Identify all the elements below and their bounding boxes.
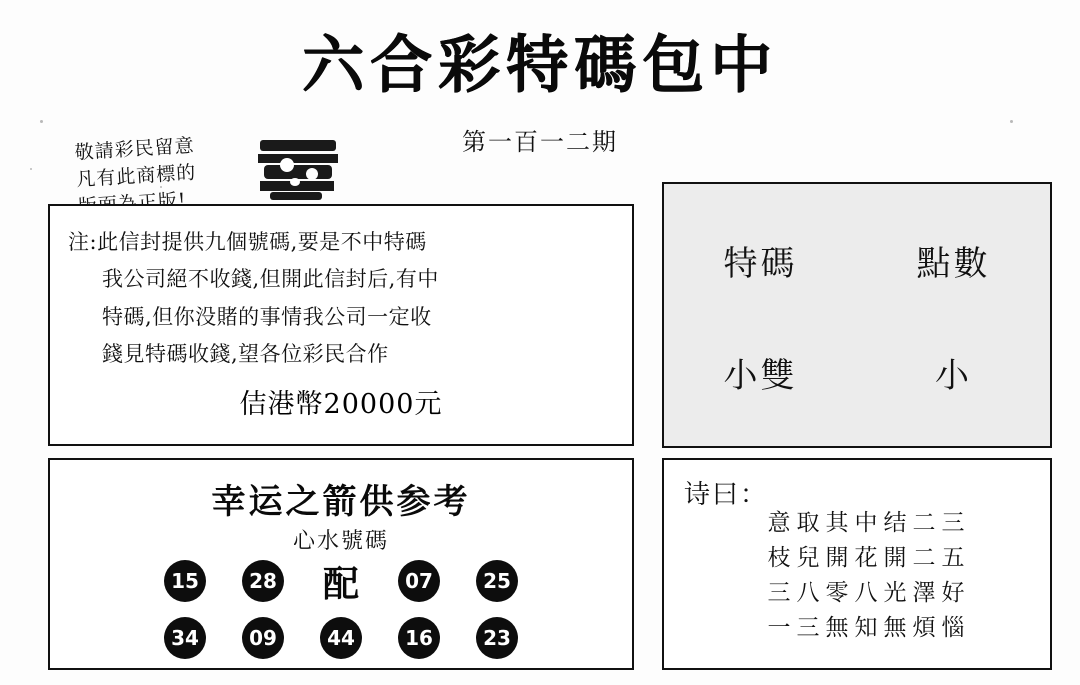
poem-line: 枝兒開花開二五 xyxy=(767,544,971,571)
lucky-numbers-title: 幸运之箭供参考 xyxy=(211,482,471,522)
result-value-special-code: 小雙 xyxy=(723,356,798,396)
lucky-number-row-2 xyxy=(50,617,632,659)
lucky-numbers-box xyxy=(48,458,634,670)
lucky-numbers-subtitle: 心水號碼 xyxy=(292,529,389,554)
notice-line-2: 我公司絕不收錢,但開此信封后,有中 xyxy=(102,267,439,292)
lucky-ball: 09 xyxy=(242,617,284,659)
lucky-number-row-1 xyxy=(50,560,632,605)
handwritten-note-line-2: 凡有此商標的 xyxy=(75,161,197,191)
result-header-special-code: 特碼 xyxy=(723,244,798,284)
notice-amount: 佶港幣20000元 xyxy=(239,389,443,420)
lucky-ball: 16 xyxy=(398,617,440,659)
lucky-ball: 44 xyxy=(320,617,362,659)
scan-speck xyxy=(30,168,32,170)
notice-box xyxy=(48,204,634,446)
lucky-ball: 28 xyxy=(242,560,284,602)
issue-number: 第一百一二期 xyxy=(462,128,618,156)
result-value-points: 小 xyxy=(935,356,972,396)
notice-line-3: 特碼,但你没賭的事情我公司一定收 xyxy=(102,304,432,329)
poem-lines xyxy=(664,506,1050,646)
pei-label: 配 xyxy=(322,562,359,605)
notice-line-1: 注:此信封提供九個號碼,要是不中特碼 xyxy=(68,230,427,254)
lucky-ball: 34 xyxy=(164,617,206,659)
result-box xyxy=(662,182,1052,448)
lucky-ball: 07 xyxy=(398,560,440,602)
lucky-ball: 25 xyxy=(476,560,518,602)
result-header-points: 點數 xyxy=(916,244,991,284)
stamp-icon xyxy=(258,134,338,202)
handwritten-note-line-1: 敬請彩民留意 xyxy=(74,134,196,164)
lucky-ball: 23 xyxy=(476,617,518,659)
poem-line: 三八零八光澤好 xyxy=(767,579,971,606)
notice-text xyxy=(68,224,620,374)
poem-label: 诗曰： xyxy=(684,480,769,510)
notice-line-4: 錢見特碼收錢,望各位彩民合作 xyxy=(102,342,389,367)
lucky-ball: 15 xyxy=(164,560,206,602)
poem-box xyxy=(662,458,1052,670)
poem-line: 一三無知無煩惱 xyxy=(767,614,971,641)
page-title: 六合彩特碼包中 xyxy=(301,28,778,101)
poem-line: 意取其中结二三 xyxy=(767,510,971,536)
